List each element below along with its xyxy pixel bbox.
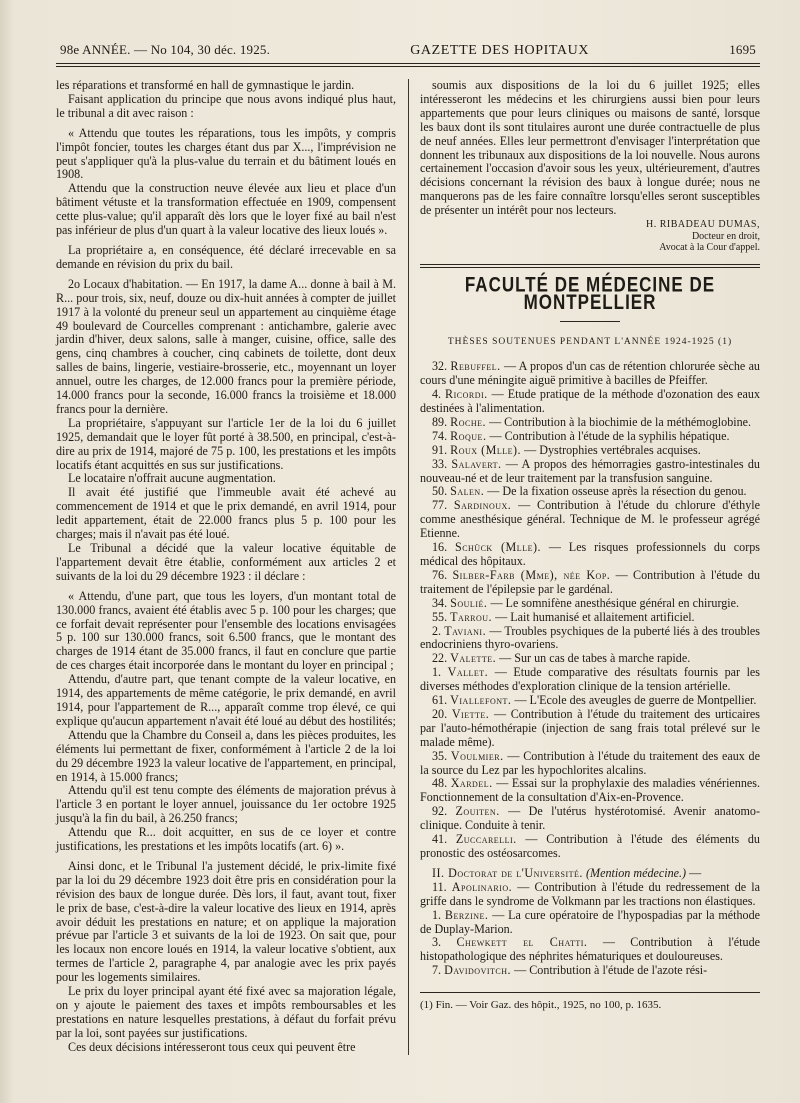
thesis-number: 32. <box>432 359 448 374</box>
thesis-author: Xardel. <box>450 776 493 791</box>
title-short-rule <box>560 321 620 322</box>
thesis-title: — Essai sur la prophylaxie des maladies vénériennes. Fonctionnement de la consultation d'Aix-en-Provence. <box>420 776 760 805</box>
thesis-number: 34. <box>432 595 448 610</box>
thesis-entry <box>420 805 760 833</box>
subsection-heading-text: II. Doctorat de l'Université. <box>432 865 583 880</box>
left-paragraph: Attendu que la Chambre du Conseil a, dans les pièces produites, les éléments lui permettant de fixer, conformément à l'article 2 de la loi du 29 décembre 1923 la valeur locative de l'appartement, en principal, en 1914, à 15.000 francs; <box>56 727 396 784</box>
thesis-list <box>420 360 760 861</box>
left-paragraph: Attendu, d'autre part, que tenant compte de la valeur locative, en 1914, des appartements de même catégorie, le prix demandé, en avril 1914, pour l'appartement de R..., apparaît comme trop élevé, ce qui explique qu'aucun appartement n'avait été loué au début des hostilités; <box>56 672 396 728</box>
thesis-entry <box>420 458 760 486</box>
thesis-number: 33. <box>432 456 448 471</box>
thesis-title: — Etude comparative des résultats fournis par les diverses méthodes d'exploration clinique de la tension artérielle. <box>420 665 761 694</box>
thesis-number: 1. <box>432 907 442 922</box>
thesis-title: — Contribution à l'étude des éléments du pronostic des ostéosarcomes. <box>420 832 760 860</box>
thesis-number: 41. <box>432 832 448 847</box>
thesis-number: 92. <box>432 804 448 819</box>
author-title: Docteur en droit, <box>691 230 760 242</box>
header-rule <box>56 63 760 64</box>
thesis-author: Silber-Farb (Mme), née Kop. <box>452 567 611 582</box>
footnote: (1) Fin. — Voir Gaz. des hôpit., 1925, no 100, p. 1635. <box>420 999 662 1012</box>
left-paragraph: La propriétaire a, en conséquence, été déclaré irrecevable en sa demande en révision du prix du bail. <box>56 242 396 271</box>
page-number: 1695 <box>729 42 756 57</box>
thesis-title: — Sur un cas de tabes à marche rapide. <box>499 651 691 666</box>
thesis-title: — Contribution à l'étude du traitement de l'épilepsie par le gardénal. <box>420 567 760 596</box>
thesis-author: Roque. <box>450 428 487 443</box>
thesis-number: 11. <box>432 879 447 894</box>
two-column-body <box>56 79 760 1055</box>
thesis-author: Soulié. <box>450 595 488 610</box>
thesis-number: 50. <box>432 484 448 499</box>
thesis-entry <box>420 909 760 937</box>
thesis-author: Salavert. <box>451 456 502 471</box>
thesis-entry <box>420 569 760 597</box>
thesis-entry <box>420 541 760 569</box>
column-divider <box>408 79 409 1055</box>
left-paragraph: les réparations et transformé en hall de gymnastique le jardin. <box>56 78 355 92</box>
thesis-title: — Contribution à l'étude du chlorure d'éthyle comme anesthésique général. Technique de M. le professeur agrégé Etienne. <box>420 498 761 541</box>
page-header <box>56 42 760 63</box>
thesis-entry <box>420 652 760 666</box>
left-paragraph: Ainsi donc, et le Tribunal l'a justement décidé, le prix-limite fixé par la loi du 29 décembre 1923 doit être pris en considération pour la révision des baux de longue durée. Dès lors, il faut, avant tout, fixer le prix de base, c'est-à-dire la valeur locative des lieux en 1914, après avoir déduit les prestations en nature; et on applique la majoration prévue par l'article 3 et suivants de la loi de 1923. On sait que, pour les locaux non encore loués en 1914, la valeur locative s'obtient, aux termes de l'article 2, paragraphe 4, par analogie avec les prix payés pour les logements similaires. <box>56 858 396 985</box>
left-paragraph: Le prix du loyer principal ayant été fixé avec sa majoration légale, on y ajoute le paiement des taxes et impôts remboursables et les prestations en nature lesquelles prestations, à défaut du forfait prévu par la loi, sont payées sur justifications. <box>56 984 396 1040</box>
thesis-author: Zuccarelli. <box>455 832 517 847</box>
thesis-entry <box>420 485 760 499</box>
section-subtitle: THÈSES SOUTENUES PENDANT L'ANNÉE 1924-1925 (1) <box>447 337 733 348</box>
thesis-entry <box>420 388 760 416</box>
thesis-title: — Contribution à la biochimie de la méthémoglobine. <box>489 414 752 429</box>
author-affiliation: Avocat à la Cour d'appel. <box>659 242 760 254</box>
left-paragraph: La propriétaire, s'appuyant sur l'article 1er de la loi du 6 juillet 1925, demandait que le loyer fût porté à 38.500, en principal, c'est-à-dire au prix de 1914, majoré de 75 p. 100, les prestations et les impôts locatifs étant acquittés en sus sur justifications. <box>56 415 396 472</box>
thesis-title: — Dystrophies vertébrales acquises. <box>524 442 701 457</box>
thesis-author: Sardinoux. <box>453 498 512 513</box>
thesis-entry <box>420 416 760 430</box>
article-continuation: soumis aux dispositions de la loi du 6 juillet 1925; elles intéresseront les médecins et les chirurgiens aussi bien pour leurs appartements que pour leurs cliniques ou maisons de santé, lorsque les baux dont ils sont titulaires auront une durée contractuelle de plus de neuf années. Elles leur permettront d'envisager l'interprétation que donnent les tribunaux aux dispositions de la loi nouvelle. Nous aurons certainement l'occasion d'avoir sous les yeux, ultérieurement, d'autres décisions concernant la révision des baux à longue durée; nous ne manquerons pas de les faire connaître lorsqu'elles seront susceptibles de présenter un intérêt pour nos lecteurs. <box>420 78 760 218</box>
right-column <box>420 79 760 1055</box>
thesis-author: Roche. <box>450 414 487 429</box>
thesis-title: — Troubles psychiques de la puberté liés à des troubles endocriniens thyro-ovariens. <box>420 623 761 652</box>
thesis-title: — Contribution à l'étude du traitement des eaux de la source du Lez par les hypochlorites alcalins. <box>420 748 760 777</box>
thesis-title: — A propos d'un cas de rétention chlorurée sèche au cours d'une méningite aiguë primitive à bacilles de Pfeiffer. <box>420 359 760 388</box>
thesis-title: — De la fixation osseuse après la résection du genou. <box>487 484 747 499</box>
thesis-title: — La cure opératoire de l'hypospadias par la méthode de Duplay-Marion. <box>420 907 761 936</box>
thesis-entry <box>420 708 760 750</box>
thesis-author: Chewkett el Chatti. <box>456 935 588 950</box>
left-paragraph: Le Tribunal a décidé que la valeur locative équitable de l'appartement devait être établie, conformément aux articles 2 et suivants de la loi du 29 décembre 1923 : il déclare : <box>56 541 396 583</box>
thesis-author: Viallefont. <box>450 693 512 708</box>
thesis-entry <box>420 833 760 861</box>
thesis-number: 3. <box>432 935 442 950</box>
thesis-entry <box>420 360 760 388</box>
left-paragraph: Ces deux décisions intéresseront tous ceux qui peuvent être <box>68 1039 356 1054</box>
thesis-author: Valette. <box>450 651 497 666</box>
thesis-entry <box>420 625 760 653</box>
thesis-entry <box>420 964 760 978</box>
thesis-title: — De l'utérus hystérotomisé. Avenir anatomo-clinique. Conduite à tenir. <box>420 804 760 833</box>
thesis-number: 89. <box>432 414 448 429</box>
thesis-author: Schück (Mlle). <box>454 540 542 555</box>
journal-title: GAZETTE DES HOPITAUX <box>410 43 590 58</box>
thesis-entry <box>420 499 760 541</box>
section-title: FACULTÉ DE MÉDECINE DE MONTPELLIER <box>464 272 716 314</box>
thesis-number: 16. <box>432 540 448 555</box>
thesis-number: 35. <box>432 748 448 763</box>
thesis-number: 4. <box>432 387 442 402</box>
author-signature <box>420 219 760 254</box>
left-paragraph: Attendu qu'il est tenu compte des éléments de majoration prévus à l'article 3 en portant le loyer annuel, jouissance du 1er octobre 1925 jusqu'à la fin du bail, à 26.250 francs; <box>56 783 396 826</box>
thesis-entry <box>420 936 760 964</box>
left-paragraph: 2o Locaux d'habitation. — En 1917, la dame A... donne à bail à M. R... pour trois, six, neuf, douze ou dix-huit années à compter de juillet 1917 à la volonté du preneur seul un appartement au cinquième étage 49 boulevard de Courcelles comprenant : antichambre, galerie avec jardin d'hiver, deux salons, salle à manger, cuisine, office, salle des gens, cinq chambres à coucher, cinq cabinets de toilette, dont deux salles de bains, lingerie, vestiaire-brosserie, etc., moyennant un loyer annuel, outre les charges, de 12.000 francs pour la première période, 14.000 francs pour la seconde, 16.000 francs la troisième et 18.000 francs pour la dernière. <box>56 276 396 416</box>
thesis-author: Zouiten. <box>455 804 500 819</box>
thesis-author: Tarrou. <box>450 609 493 624</box>
left-paragraph: « Attendu que toutes les réparations, tous les impôts, y compris l'impôt foncier, toutes les charges étant dus par X..., l'imprévision ne peut s'appliquer qu'à la plus-value du terrain et du bâtiment loués en 1908. <box>56 125 396 182</box>
thesis-author: Ricordi. <box>445 387 488 402</box>
left-paragraph: Attendu que R... doit acquitter, en sus de ce loyer et contre justifications, les prestations et les impôts locatifs (art. 6) ». <box>56 825 396 854</box>
thesis-title: — A propos des hémorragies gastro-intestinales du nouveau-né et de leur traitement par la transfusion sanguine. <box>420 456 760 485</box>
thesis-number: 20. <box>432 706 448 721</box>
thesis-author: Apolinario. <box>451 879 513 894</box>
thesis-author: Viette. <box>451 706 490 721</box>
thesis-number: 48. <box>432 776 448 791</box>
thesis-number: 2. <box>432 623 442 638</box>
left-paragraph: « Attendu, d'une part, que tous les loyers, d'un montant total de 130.000 francs, avaient été établis avec 5 p. 100 pour les charges; que ce forfait devait représenter pour l'ensemble des locations envisagées 5 p. 100 sur 130.000 francs, soit 6.500 francs, que le montant des charges de 1914 étant de 35.000 francs, il faut en conclure que partie de ces charges était incorporée dans le montant du loyer en principal ; <box>56 588 396 673</box>
thesis-author: Rebuffel. <box>450 359 501 374</box>
thesis-entry <box>420 777 760 805</box>
thesis-entry <box>420 750 760 778</box>
thesis-number: 1. <box>432 665 442 680</box>
thesis-number: 7. <box>432 963 442 978</box>
thesis-entry <box>420 694 760 708</box>
thesis-title: — Les risques professionnels du corps médical des hôpitaux. <box>420 540 761 568</box>
thesis-author: Davidovitch. <box>444 963 512 978</box>
thesis-number: 76. <box>432 567 448 582</box>
thesis-title: — Le somnifène anesthésique général en chirurgie. <box>490 595 740 610</box>
thesis-entry <box>420 430 760 444</box>
left-paragraph: Il avait été justifié que l'immeuble avait été achevé au commencement de 1914 et que le prix demandé, en avril 1914, pour ledit appartement, était de 22.000 francs plus 5 p. 100 pour les charges; mais il n'avait pas été loué. <box>56 485 396 542</box>
subsection-heading-note: (Mention médecine.) <box>585 865 687 880</box>
thesis-entry <box>420 444 760 458</box>
left-paragraph: Attendu que la construction neuve élevée aux lieu et place d'un bâtiment vétuste et la transformation effectuée en 1909, compensent cette plus-value; qu'il apparaît dès lors que le loyer fixé au bail n'est pas inférieur de plus d'un quart à la valeur locative des lieux loués ». <box>56 181 396 238</box>
thesis-number: 77. <box>432 498 448 513</box>
thesis-author: Vallet. <box>447 665 489 680</box>
thesis-title: — Etude pratique de la méthode d'ozonation des eaux destinées à l'alimentation. <box>420 387 760 415</box>
section-double-rule <box>420 264 760 268</box>
footnote-rule <box>420 992 760 993</box>
thesis-title: — Contribution à l'étude de l'azote rési- <box>514 963 708 978</box>
thesis-author: Berzine. <box>444 907 489 922</box>
university-thesis-list <box>420 881 760 978</box>
thesis-title: — Contribution à l'étude histopathologique des néphrites hématuriques et douloureuses. <box>420 935 760 964</box>
thesis-entry <box>420 666 760 694</box>
left-paragraph: Le locataire n'offrait aucune augmentation. <box>68 471 276 486</box>
left-column <box>56 79 396 1055</box>
thesis-number: 55. <box>432 609 448 624</box>
thesis-entry <box>420 597 760 611</box>
issue-info: 98e ANNÉE. — No 104, 30 déc. 1925. <box>60 42 271 57</box>
author-name: H. RIBADEAU DUMAS, <box>645 219 760 231</box>
thesis-author: Salen. <box>450 484 485 499</box>
thesis-title: — Lait humanisé et allaitement artificiel. <box>495 609 695 624</box>
thesis-title: — Contribution à l'étude du traitement des urticaires par l'auto-hémothérapie (injection de sang frais total prélevé sur le malade même). <box>420 706 760 749</box>
thesis-entry <box>420 881 760 909</box>
thesis-entry <box>420 611 760 625</box>
subsection-heading: II. Doctorat de l'Université. (Mention médecine.) — <box>432 865 702 880</box>
thesis-author: Voulmier. <box>450 748 504 763</box>
thesis-number: 74. <box>432 428 448 443</box>
thesis-title: — Contribution à l'étude du redressement de la griffe dans le syndrome de Volkmann par les tractions non élastiques. <box>420 879 760 908</box>
thesis-author: Taviani. <box>444 623 487 638</box>
header-rule-second <box>56 66 760 67</box>
thesis-number: 22. <box>432 651 448 666</box>
thesis-author: Roux (Mlle). <box>450 442 522 457</box>
thesis-title: — L'Ecole des aveugles de guerre de Montpellier. <box>514 693 757 708</box>
thesis-number: 91. <box>432 442 448 457</box>
thesis-number: 61. <box>432 693 448 708</box>
thesis-title: — Contribution à l'étude de la syphilis hépatique. <box>489 428 730 443</box>
left-paragraph: Faisant application du principe que nous avons indiqué plus haut, le tribunal a dit avec raison : <box>56 91 396 120</box>
